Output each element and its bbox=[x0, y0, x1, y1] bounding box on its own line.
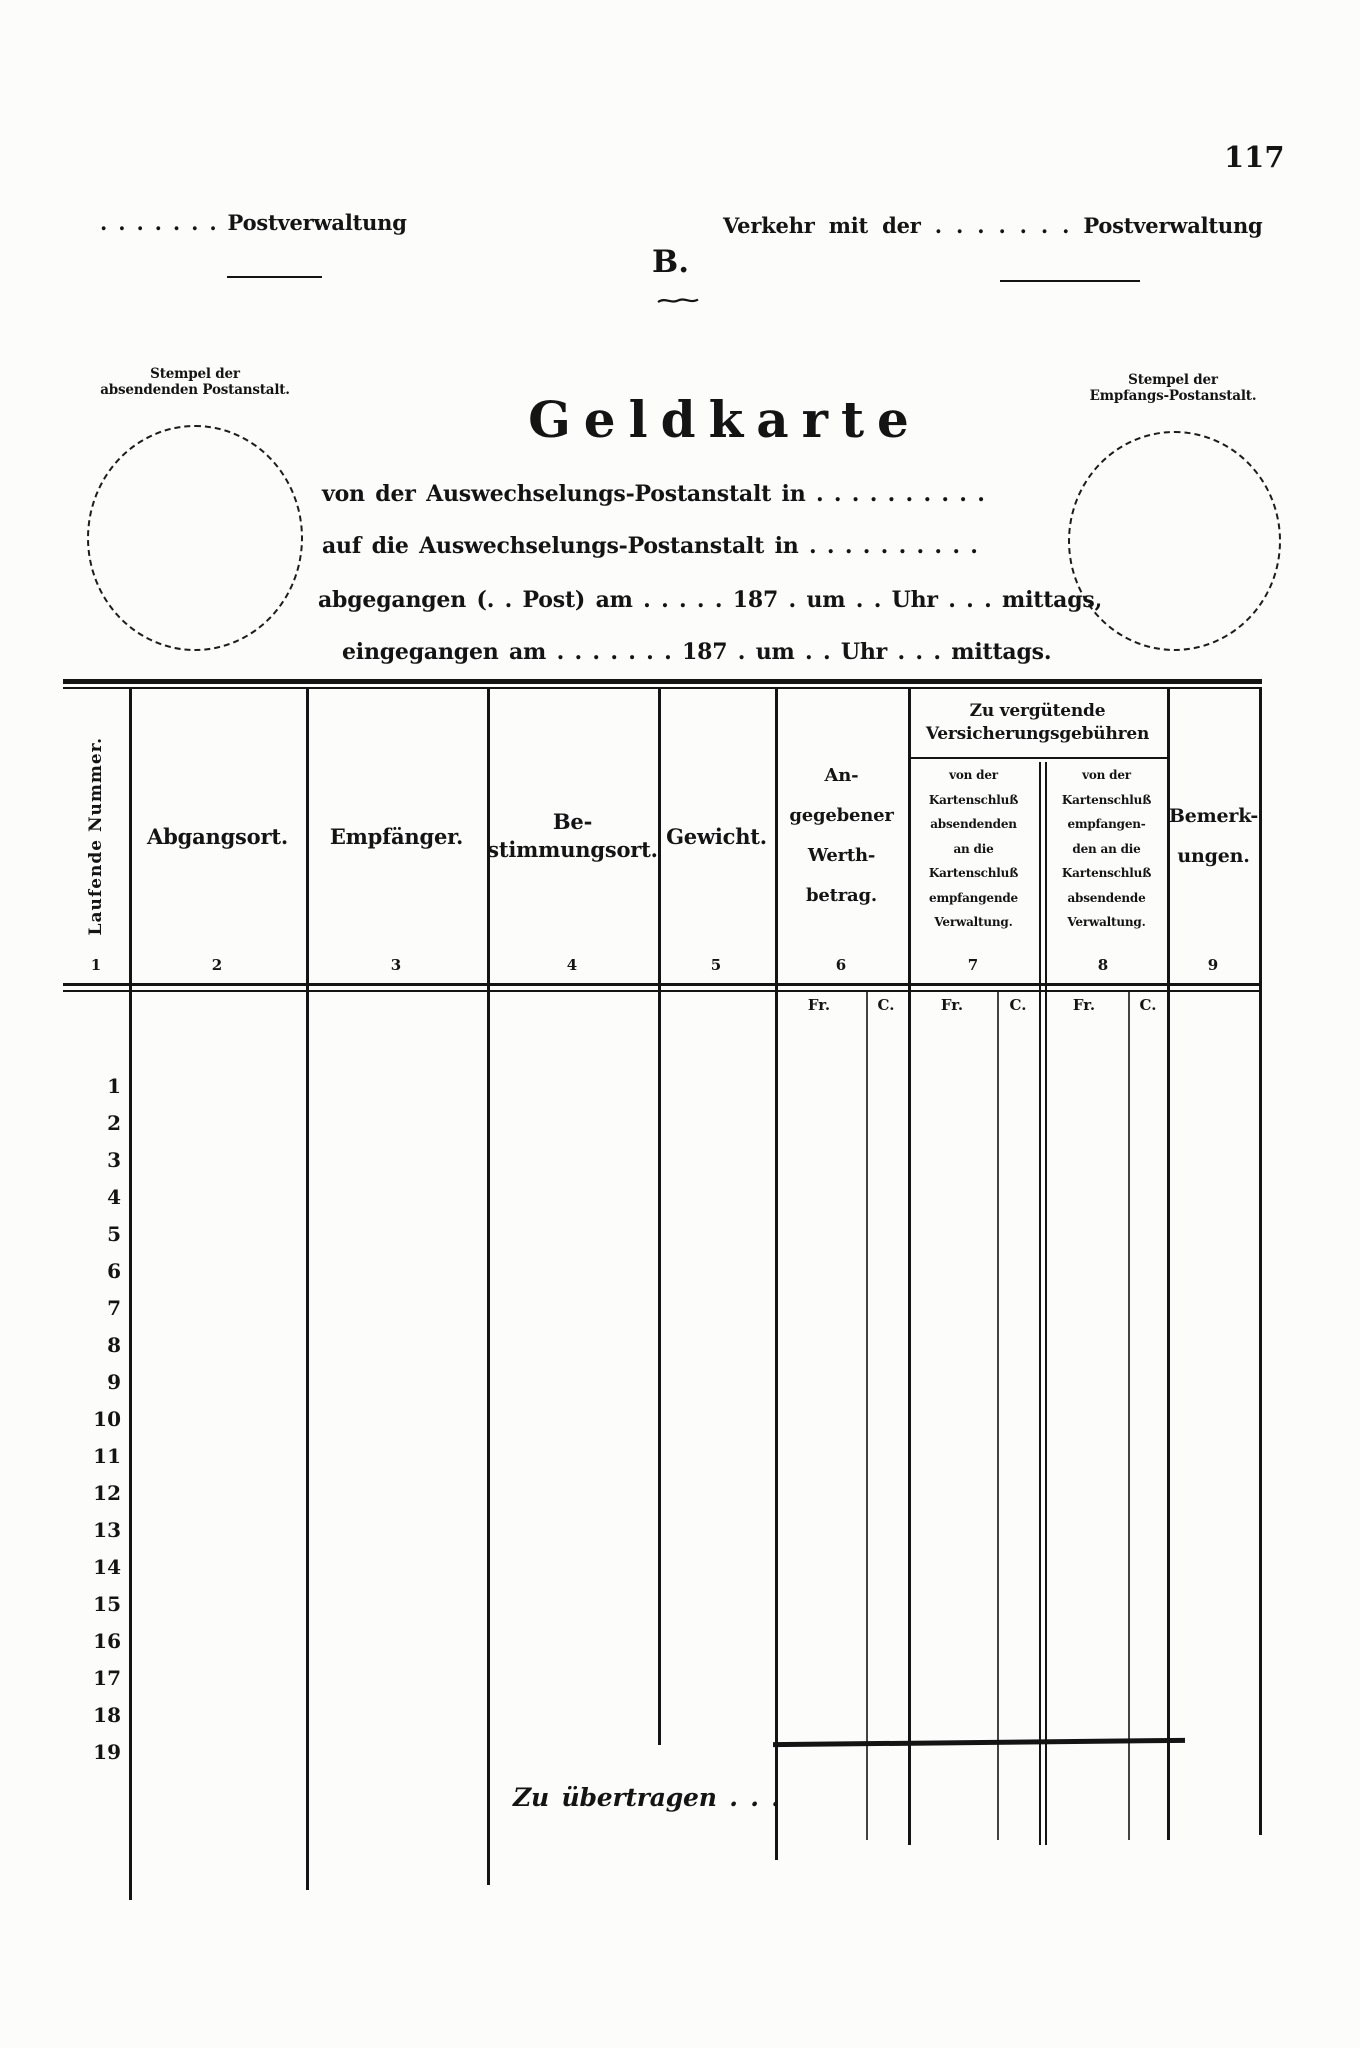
row-number: 3 bbox=[107, 1148, 121, 1172]
column-number-9: 9 bbox=[1207, 956, 1219, 974]
column-number-3: 3 bbox=[390, 956, 402, 974]
row-number: 19 bbox=[93, 1740, 121, 1764]
right-stamp-label bbox=[1058, 372, 1288, 404]
row-number-column bbox=[63, 1068, 121, 1771]
row-number: 12 bbox=[93, 1481, 121, 1505]
carry-forward-label: Zu übertragen . . . bbox=[513, 1783, 780, 1812]
right-stamp-circle bbox=[1068, 431, 1281, 651]
col8-francs-label: Fr. bbox=[1072, 996, 1096, 1014]
carry-sum-rule bbox=[773, 1738, 1185, 1747]
sending-administration-heading: . . . . . . . Postverwaltung bbox=[100, 210, 407, 235]
fee-from-receiver-line: absendende bbox=[1067, 890, 1146, 905]
bemerkungen-line: ungen. bbox=[1177, 845, 1250, 867]
row-number: 15 bbox=[93, 1592, 121, 1616]
row-number: 8 bbox=[107, 1333, 121, 1357]
fee-from-receiver-line: den an die bbox=[1072, 841, 1141, 856]
column-header-abgangsort: Abgangsort. bbox=[147, 823, 288, 849]
column-number-7: 7 bbox=[967, 956, 979, 974]
table-top-rule-thick bbox=[63, 679, 1262, 684]
row-number: 4 bbox=[107, 1185, 121, 1209]
to-exchange-office-line: auf die Auswechselungs-Postanstalt in . . . . . . . . . . bbox=[322, 533, 978, 559]
row-number: 16 bbox=[93, 1629, 121, 1653]
fees-group-line2: Versicherungsgebühren bbox=[925, 724, 1150, 744]
col8-centimes-label: C. bbox=[1139, 996, 1157, 1014]
col6-fr-c-divider bbox=[866, 992, 868, 1840]
fees-group-line1: Zu vergütende bbox=[969, 701, 1106, 721]
fee-from-sender-line: Kartenschluß bbox=[928, 792, 1019, 807]
col8-fr-c-divider bbox=[1128, 992, 1130, 1840]
fees-group-header bbox=[908, 691, 1167, 755]
column-header-bemerkungen bbox=[1167, 689, 1260, 983]
row-number: 2 bbox=[107, 1111, 121, 1135]
column-header-werthbetrag bbox=[775, 689, 908, 983]
row-number: 17 bbox=[93, 1666, 121, 1690]
bemerkungen-line: Bemerk- bbox=[1168, 805, 1259, 827]
row-number: 13 bbox=[93, 1518, 121, 1542]
left-heading-underline bbox=[227, 276, 322, 278]
right-stamp-label-line2: Empfangs-Postanstalt. bbox=[1089, 388, 1257, 404]
departure-line: abgegangen (. . Post) am . . . . . 187 . um . . Uhr . . . mittags, bbox=[318, 587, 1103, 613]
fees-group-underline bbox=[908, 757, 1167, 759]
from-exchange-office-line: von der Auswechselungs-Postanstalt in . . . . . . . . . . bbox=[322, 481, 985, 507]
fee-from-receiver-line: empfangen- bbox=[1067, 817, 1146, 832]
column-header-laufende-nummer bbox=[63, 689, 129, 983]
left-stamp-label-line2: absendenden Postanstalt. bbox=[100, 382, 290, 398]
column-header-fee-from-sender bbox=[908, 763, 1039, 935]
left-stamp-circle bbox=[87, 425, 303, 651]
column-number-6: 6 bbox=[835, 956, 847, 974]
column-number-2: 2 bbox=[211, 956, 223, 974]
werthbetrag-line: gegebener bbox=[789, 805, 894, 826]
column-header-bestimmungsort bbox=[487, 689, 658, 983]
col7-fr-c-divider bbox=[997, 992, 999, 1840]
bestimmungsort-line: stimmungsort. bbox=[487, 837, 658, 862]
row-number: 7 bbox=[107, 1296, 121, 1320]
werthbetrag-line: An- bbox=[824, 765, 859, 786]
exchange-administration-heading: Verkehr mit der . . . . . . . Postverwaltung bbox=[723, 213, 1263, 238]
column-number-4: 4 bbox=[566, 956, 578, 974]
werthbetrag-line: betrag. bbox=[806, 885, 877, 906]
col7-centimes-label: C. bbox=[1009, 996, 1027, 1014]
row-number: 1 bbox=[107, 1074, 121, 1098]
column-header-empfaenger: Empfänger. bbox=[329, 823, 464, 849]
row-number: 14 bbox=[93, 1555, 121, 1579]
fee-from-receiver-line: Kartenschluß bbox=[1061, 866, 1152, 881]
column-number-1: 1 bbox=[90, 956, 102, 974]
header-bottom-rule-thin bbox=[63, 990, 1262, 992]
fee-from-sender-line: empfangende bbox=[929, 890, 1018, 905]
header-bottom-rule-thick bbox=[63, 983, 1262, 986]
row-number: 5 bbox=[107, 1222, 121, 1246]
row-number: 6 bbox=[107, 1259, 121, 1283]
fee-from-receiver-line: von der bbox=[1082, 768, 1131, 783]
row-number: 9 bbox=[107, 1370, 121, 1394]
col7-francs-label: Fr. bbox=[940, 996, 964, 1014]
column-number-8: 8 bbox=[1097, 956, 1109, 974]
werthbetrag-line: Werth- bbox=[807, 845, 876, 866]
col6-francs-label: Fr. bbox=[807, 996, 831, 1014]
bestimmungsort-line: Be- bbox=[552, 809, 593, 834]
form-title: Geldkarte bbox=[528, 390, 922, 449]
row-number: 11 bbox=[93, 1444, 121, 1468]
column-header-gewicht: Gewicht. bbox=[666, 823, 767, 849]
column-header-fee-from-receiver bbox=[1046, 763, 1167, 935]
fee-from-sender-line: Verwaltung. bbox=[934, 915, 1013, 930]
row-number: 10 bbox=[93, 1407, 121, 1431]
section-letter: B. bbox=[652, 244, 689, 280]
right-stamp-label-line1: Stempel der bbox=[1128, 372, 1218, 388]
fee-from-receiver-line: Verwaltung. bbox=[1067, 915, 1146, 930]
col6-centimes-label: C. bbox=[877, 996, 895, 1014]
fee-from-receiver-line: Kartenschluß bbox=[1061, 792, 1152, 807]
fee-from-sender-line: absendenden bbox=[930, 817, 1017, 832]
left-stamp-label bbox=[80, 366, 310, 398]
right-heading-underline bbox=[1000, 280, 1140, 282]
fee-from-sender-line: Kartenschluß bbox=[928, 866, 1019, 881]
fee-from-sender-line: von der bbox=[949, 768, 998, 783]
column-number-5: 5 bbox=[710, 956, 722, 974]
fee-from-sender-line: an die bbox=[953, 841, 994, 856]
row-number: 18 bbox=[93, 1703, 121, 1727]
arrival-line: eingegangen am . . . . . . . 187 . um . . Uhr . . . mittags. bbox=[342, 639, 1052, 665]
left-stamp-label-line1: Stempel der bbox=[150, 366, 240, 382]
squiggle-underline-icon bbox=[656, 296, 700, 306]
page-number: 117 bbox=[1224, 140, 1285, 174]
laufende-nummer-label: Laufende Nummer. bbox=[86, 736, 106, 936]
col7-col8-double-divider-a bbox=[1039, 762, 1041, 1845]
